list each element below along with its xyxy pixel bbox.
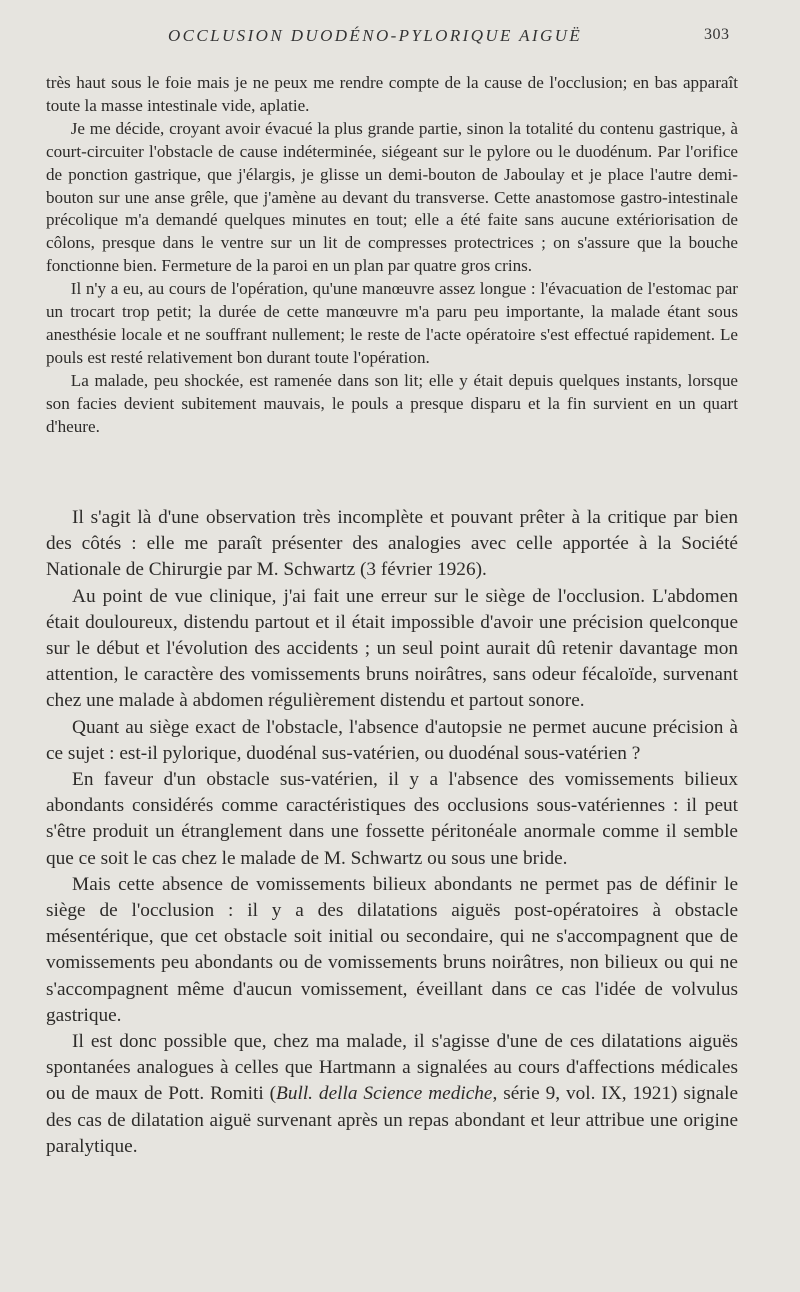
paragraph: La malade, peu shockée, est ramenée dans son lit; elle y était depuis quelques instants, lorsque son facies devient subitement mauvais, le pouls a presque disparu et la fin survient en un quart d'heure. xyxy=(46,370,738,436)
page-header xyxy=(0,26,800,56)
discussion-text xyxy=(46,505,738,1160)
paragraph: Quant au siège exact de l'obstacle, l'absence d'autopsie ne permet aucune précision à ce sujet : est-il pylorique, duodénal sus-vatérien, ou duodénal sous-vatérien ? xyxy=(46,716,738,764)
paragraph: Mais cette absence de vomissements bilieux abondants ne permet pas de définir le siège de l'occlusion : il y a des dilatations aiguës post-opératoires à obstacle mésentérique, que cet obstacle soit initial ou secondaire, qui ne s'accompagnent que de vomissements peu abondants ou de vomissements bruns noirâtres, non bilieux ou qui ne s'accompagnent même d'aucun vomissement, éveillant dans ce cas l'idée de volvulus gastrique. xyxy=(46,873,738,1026)
paragraph-text: , série 9, vol. IX, 1921) signale des cas de dilatation aiguë survenant après un repas abondant et leur attribue une origine paralytique. xyxy=(46,1083,739,1157)
paragraph: très haut sous le foie mais je ne peux me rendre compte de la cause de l'occlusion; en bas apparaît toute la masse intestinale vide, aplatie. xyxy=(46,73,738,115)
paragraph: Je me décide, croyant avoir évacué la plus grande partie, sinon la totalité du contenu gastrique, à court-circuiter l'obstacle de cause indéterminée, siégeant sur le pylore ou le duodénum. Par l'orifice de ponction gastrique, que j'élargis, je glisse un demi-bouton de Jaboulay et je place l'autre demi-bouton sur une anse grêle, que j'amène au devant du transverse. Cette anastomose gastro-intestinale précolique m'a demandé quelques minutes en tout; elle a été faite sans aucune extériorisation de côlons, presque dans le ventre sur un lit de compresses protectrices ; on s'assure que la bouche fonctionne bien. Fermeture de la paroi en un plan par quatre gros crins. xyxy=(46,118,738,276)
paragraph: En faveur d'un obstacle sus-vatérien, il y a l'absence des vomissements bilieux abondants considérés comme caractéristiques des occlusions sous-vatériennes : il peut s'être produit un étranglement dans une fossette péritonéale anormale comme il semble que ce soit le cas chez le malade de M. Schwartz ou sous une bride. xyxy=(46,769,738,869)
running-title: OCCLUSION DUODÉNO-PYLORIQUE AIGUË xyxy=(168,26,583,45)
paragraph xyxy=(46,1029,738,1160)
paragraph: Il n'y a eu, au cours de l'opération, qu'une manœuvre assez longue : l'évacuation de l'estomac par un trocart trop petit; la durée de cette manœuvre m'a paru peu importante, la malade étant sous anesthésie locale et ne souffrant nullement; le reste de l'acte opératoire s'est effectué rapidement. Le pouls est resté relativement bon durant toute l'opération. xyxy=(46,279,738,367)
page-number: 303 xyxy=(704,26,730,43)
journal-title: Bull. della Science mediche xyxy=(276,1083,493,1105)
paragraph: Il s'agit là d'une observation très incomplète et pouvant prêter à la critique par bien des côtés : elle me paraît présenter des analogies avec celle apportée à la Société Nationale de Chirurgie par M. Schwartz (3 février 1926). xyxy=(46,507,738,581)
paragraph: Au point de vue clinique, j'ai fait une erreur sur le siège de l'occlusion. L'abdomen était douloureux, distendu partout et il était impossible d'avoir une précision quelconque sur le début et l'évolution des accidents ; un seul point aurait dû retenir davantage mon attention, le caractère des vomissements bruns noirâtres, sans odeur fécaloïde, survenant chez une malade à abdomen régulièrement distendu et partout sonore. xyxy=(46,585,738,712)
observation-text xyxy=(46,72,738,439)
paragraph-text: Il est donc possible que, chez ma malade, il s'agisse d'une de ces dilatations aiguës spontanées analogues à celles que Hartmann a signalées au cours d'affections médicales ou de maux de Pott. Romiti ( xyxy=(46,1031,738,1105)
